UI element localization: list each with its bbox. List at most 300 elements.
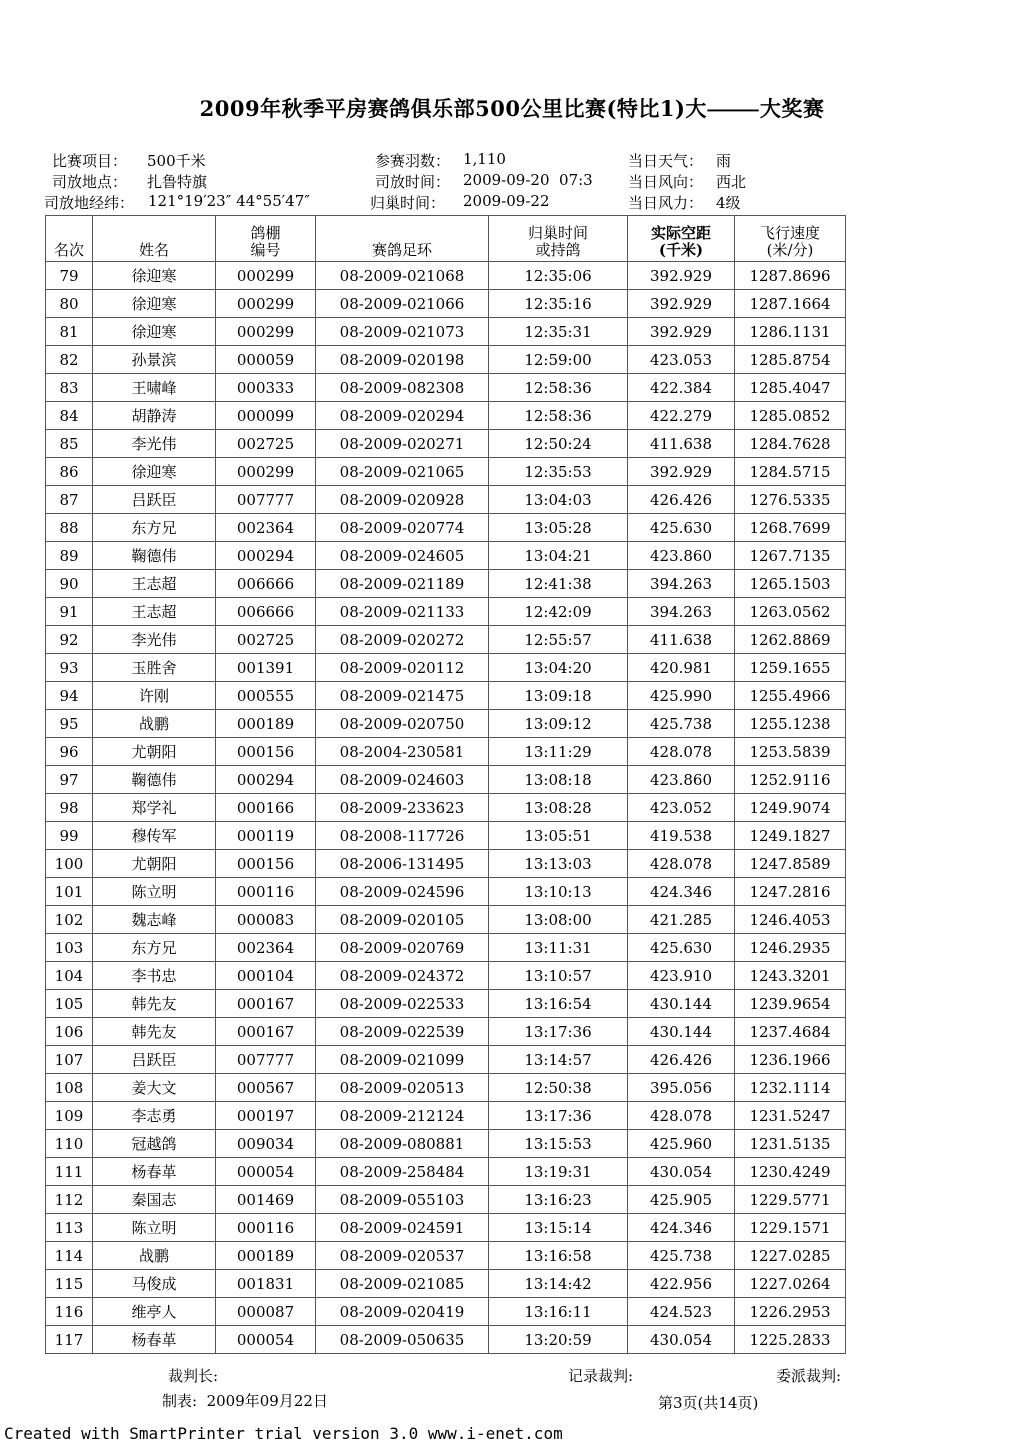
speed-cell: 1265.1503 [735,570,846,598]
rank-cell: 83 [46,374,93,402]
return-time-cell: 13:17:36 [489,1102,628,1130]
loft-cell: 000299 [216,262,316,290]
ring-cell: 08-2009-021068 [316,262,489,290]
name-cell: 徐迎寒 [93,262,216,290]
speed-cell: 1287.1664 [735,290,846,318]
chief-judge-label: 裁判长: [168,1367,219,1385]
speed-cell: 1255.1238 [735,710,846,738]
table-row [46,1326,846,1354]
return-time-cell: 13:04:03 [489,486,628,514]
weather-label: 当日天气： [628,152,704,170]
speed-cell: 1262.8869 [735,626,846,654]
table-row [46,1074,846,1102]
loft-cell: 007777 [216,486,316,514]
distance-cell: 428.078 [628,1102,735,1130]
speed-cell: 1227.0264 [735,1270,846,1298]
rank-cell: 111 [46,1158,93,1186]
return-time-cell: 13:05:51 [489,822,628,850]
return-time-cell: 13:15:14 [489,1214,628,1242]
table-row [46,1242,846,1270]
distance-cell: 392.929 [628,458,735,486]
speed-cell: 1247.2816 [735,878,846,906]
speed-cell: 1285.4047 [735,374,846,402]
speed-cell: 1231.5135 [735,1130,846,1158]
return-time-cell: 13:09:12 [489,710,628,738]
rank-cell: 90 [46,570,93,598]
loft-cell: 001831 [216,1270,316,1298]
distance-cell: 422.956 [628,1270,735,1298]
table-row [46,402,846,430]
name-cell: 魏志峰 [93,906,216,934]
return-time-cell: 13:14:57 [489,1046,628,1074]
ring-cell: 08-2009-021066 [316,290,489,318]
rank-cell: 89 [46,542,93,570]
table-row [46,570,846,598]
name-cell: 马俊成 [93,1270,216,1298]
table-row [46,430,846,458]
return-time-cell: 12:58:36 [489,402,628,430]
rank-cell: 116 [46,1298,93,1326]
ring-cell: 08-2008-117726 [316,822,489,850]
rank-cell: 100 [46,850,93,878]
ring-cell: 08-2009-021099 [316,1046,489,1074]
speed-cell: 1226.2953 [735,1298,846,1326]
table-row [46,1102,846,1130]
rank-cell: 85 [46,430,93,458]
speed-cell: 1253.5839 [735,738,846,766]
rank-cell: 103 [46,934,93,962]
release-time-value: 2009-09-20 07:3 [463,171,593,189]
table-row [46,318,846,346]
speed-cell: 1284.7628 [735,430,846,458]
rank-cell: 81 [46,318,93,346]
loft-cell: 001469 [216,1186,316,1214]
name-cell: 许刚 [93,682,216,710]
distance-cell: 428.078 [628,850,735,878]
loft-cell: 006666 [216,598,316,626]
ring-cell: 08-2009-020537 [316,1242,489,1270]
ring-cell: 08-2009-020105 [316,906,489,934]
rank-cell: 104 [46,962,93,990]
loft-cell: 000167 [216,990,316,1018]
ring-cell: 08-2009-021189 [316,570,489,598]
name-cell: 王啸峰 [93,374,216,402]
speed-cell: 1285.8754 [735,346,846,374]
ring-cell: 08-2009-020294 [316,402,489,430]
ring-cell: 08-2009-024603 [316,766,489,794]
return-time-cell: 13:14:42 [489,1270,628,1298]
ring-cell: 08-2009-024591 [316,1214,489,1242]
return-time-cell: 13:16:54 [489,990,628,1018]
rank-cell: 113 [46,1214,93,1242]
name-cell: 韩先友 [93,1018,216,1046]
rank-cell: 92 [46,626,93,654]
rank-cell: 101 [46,878,93,906]
loft-cell: 000156 [216,738,316,766]
return-time-cell: 13:10:13 [489,878,628,906]
return-time-cell: 13:08:18 [489,766,628,794]
return-time-cell: 12:55:57 [489,626,628,654]
table-row [46,934,846,962]
name-cell: 陈立明 [93,878,216,906]
rank-cell: 86 [46,458,93,486]
name-cell: 李书忠 [93,962,216,990]
rank-cell: 87 [46,486,93,514]
table-row [46,1214,846,1242]
loft-cell: 000555 [216,682,316,710]
speed-cell: 1287.8696 [735,262,846,290]
loft-cell: 000116 [216,1214,316,1242]
loft-cell: 000299 [216,290,316,318]
name-cell: 秦国志 [93,1186,216,1214]
table-row [46,794,846,822]
distance-cell: 425.990 [628,682,735,710]
distance-cell: 423.860 [628,766,735,794]
ring-cell: 08-2009-020928 [316,486,489,514]
loft-cell: 000054 [216,1326,316,1354]
loft-cell: 009034 [216,1130,316,1158]
rank-cell: 117 [46,1326,93,1354]
header-loft: 鸽棚 编号 [216,216,316,262]
return-time-cell: 13:05:28 [489,514,628,542]
table-row [46,1046,846,1074]
speed-cell: 1263.0562 [735,598,846,626]
loft-cell: 000197 [216,1102,316,1130]
return-time-cell: 12:50:24 [489,430,628,458]
speed-cell: 1229.1571 [735,1214,846,1242]
speed-cell: 1249.9074 [735,794,846,822]
table-row [46,906,846,934]
ring-cell: 08-2009-020272 [316,626,489,654]
ring-cell: 08-2009-020112 [316,654,489,682]
return-time-cell: 13:08:28 [489,794,628,822]
table-row [46,486,846,514]
release-place-value: 扎鲁特旗 [147,173,208,191]
rank-cell: 109 [46,1102,93,1130]
page-number: 第3页(共14页) [658,1394,759,1412]
rank-cell: 82 [46,346,93,374]
table-row [46,822,846,850]
rank-cell: 107 [46,1046,93,1074]
ring-cell: 08-2009-020750 [316,710,489,738]
header-return-time: 归巢时间 或持鸽 [489,216,628,262]
return-time-cell: 13:11:31 [489,934,628,962]
table-row [46,542,846,570]
table-row [46,710,846,738]
distance-cell: 395.056 [628,1074,735,1102]
distance-cell: 422.279 [628,402,735,430]
name-cell: 胡静涛 [93,402,216,430]
name-cell: 李志勇 [93,1102,216,1130]
table-row [46,346,846,374]
rank-cell: 79 [46,262,93,290]
distance-cell: 423.860 [628,542,735,570]
loft-cell: 007777 [216,1046,316,1074]
speed-cell: 1232.1114 [735,1074,846,1102]
wind-direction-value: 西北 [716,173,747,191]
race-item-value: 500千米 [147,152,206,170]
rank-cell: 84 [46,402,93,430]
return-time-cell: 12:58:36 [489,374,628,402]
speed-cell: 1239.9654 [735,990,846,1018]
wind-force-label: 当日风力： [628,194,704,212]
ring-cell: 08-2009-050635 [316,1326,489,1354]
loft-cell: 000299 [216,318,316,346]
table-row [46,766,846,794]
distance-cell: 411.638 [628,626,735,654]
table-row [46,1298,846,1326]
loft-cell: 000087 [216,1298,316,1326]
header-rank: 名次 [46,216,93,262]
ring-cell: 08-2009-022539 [316,1018,489,1046]
header-speed: 飞行速度 (米/分) [735,216,846,262]
ring-cell: 08-2009-020271 [316,430,489,458]
ring-cell: 08-2009-021085 [316,1270,489,1298]
name-cell: 杨春革 [93,1158,216,1186]
loft-cell: 000156 [216,850,316,878]
distance-cell: 430.054 [628,1158,735,1186]
name-cell: 李光伟 [93,626,216,654]
return-time-cell: 13:15:53 [489,1130,628,1158]
ring-cell: 08-2009-021065 [316,458,489,486]
name-cell: 鞠德伟 [93,766,216,794]
ring-cell: 08-2009-082308 [316,374,489,402]
rank-cell: 108 [46,1074,93,1102]
ring-cell: 08-2009-258484 [316,1158,489,1186]
name-cell: 姜大文 [93,1074,216,1102]
page-title: 2009年秋季平房赛鸽俱乐部500公里比赛(特比1)大⸻大奖赛 [199,96,825,121]
return-time-value: 2009-09-22 [463,192,550,210]
distance-cell: 419.538 [628,822,735,850]
table-row [46,514,846,542]
name-cell: 王志超 [93,598,216,626]
return-time-cell: 12:41:38 [489,570,628,598]
distance-cell: 426.426 [628,486,735,514]
rank-cell: 99 [46,822,93,850]
speed-cell: 1259.1655 [735,654,846,682]
loft-cell: 002364 [216,934,316,962]
name-cell: 战鹏 [93,710,216,738]
table-row [46,1186,846,1214]
distance-cell: 425.738 [628,710,735,738]
speed-cell: 1286.1131 [735,318,846,346]
rank-cell: 80 [46,290,93,318]
ring-cell: 08-2009-233623 [316,794,489,822]
loft-cell: 000167 [216,1018,316,1046]
distance-cell: 425.630 [628,934,735,962]
name-cell: 徐迎寒 [93,458,216,486]
return-time-cell: 13:19:31 [489,1158,628,1186]
name-cell: 冠越鸽 [93,1130,216,1158]
return-time-cell: 13:04:21 [489,542,628,570]
return-time-cell: 13:04:20 [489,654,628,682]
rank-cell: 106 [46,1018,93,1046]
distance-cell: 430.054 [628,1326,735,1354]
return-time-cell: 12:42:09 [489,598,628,626]
name-cell: 王志超 [93,570,216,598]
table-row [46,962,846,990]
name-cell: 郑学礼 [93,794,216,822]
return-time-cell: 12:50:38 [489,1074,628,1102]
header-ring: 赛鸽足环 [316,216,489,262]
loft-cell: 000567 [216,1074,316,1102]
weather-value: 雨 [716,152,732,170]
distance-cell: 430.144 [628,1018,735,1046]
table-row [46,654,846,682]
name-cell: 韩先友 [93,990,216,1018]
return-time-cell: 13:09:18 [489,682,628,710]
name-cell: 徐迎寒 [93,318,216,346]
ring-cell: 08-2009-022533 [316,990,489,1018]
name-cell: 李光伟 [93,430,216,458]
distance-cell: 411.638 [628,430,735,458]
distance-cell: 420.981 [628,654,735,682]
loft-cell: 000189 [216,710,316,738]
release-coords-value: 121°19′23″ 44°55′47″ [148,192,310,210]
name-cell: 维亭人 [93,1298,216,1326]
header-name: 姓名 [93,216,216,262]
ring-cell: 08-2009-021073 [316,318,489,346]
header-distance: 实际空距 (千米) [628,216,735,262]
return-time-cell: 13:11:29 [489,738,628,766]
ring-cell: 08-2009-024372 [316,962,489,990]
loft-cell: 000294 [216,542,316,570]
speed-cell: 1237.4684 [735,1018,846,1046]
name-cell: 东方兄 [93,934,216,962]
speed-cell: 1249.1827 [735,822,846,850]
rank-cell: 95 [46,710,93,738]
speed-cell: 1246.4053 [735,906,846,934]
name-cell: 吕跃臣 [93,1046,216,1074]
distance-cell: 421.285 [628,906,735,934]
rank-cell: 91 [46,598,93,626]
speed-cell: 1267.7135 [735,542,846,570]
rank-cell: 98 [46,794,93,822]
table-row [46,1158,846,1186]
loft-cell: 000104 [216,962,316,990]
loft-cell: 002364 [216,514,316,542]
ring-cell: 08-2009-020513 [316,1074,489,1102]
loft-cell: 002725 [216,626,316,654]
table-row [46,878,846,906]
distance-cell: 423.052 [628,794,735,822]
rank-cell: 112 [46,1186,93,1214]
rank-cell: 94 [46,682,93,710]
speed-cell: 1255.4966 [735,682,846,710]
speed-cell: 1246.2935 [735,934,846,962]
distance-cell: 425.738 [628,1242,735,1270]
ring-cell: 08-2009-020419 [316,1298,489,1326]
return-time-cell: 13:10:57 [489,962,628,990]
loft-cell: 000294 [216,766,316,794]
table-row [46,682,846,710]
speed-cell: 1229.5771 [735,1186,846,1214]
loft-cell: 002725 [216,430,316,458]
distance-cell: 424.346 [628,1214,735,1242]
rank-cell: 93 [46,654,93,682]
distance-cell: 423.053 [628,346,735,374]
speed-cell: 1231.5247 [735,1102,846,1130]
ring-cell: 08-2004-230581 [316,738,489,766]
table-row [46,626,846,654]
name-cell: 孙景滨 [93,346,216,374]
distance-cell: 424.523 [628,1298,735,1326]
table-body [46,262,846,1354]
table-row [46,990,846,1018]
race-item-label: 比赛项目： [52,152,128,170]
table-row [46,1130,846,1158]
rank-cell: 105 [46,990,93,1018]
distance-cell: 424.346 [628,878,735,906]
release-coords-label: 司放地经纬： [44,194,135,212]
name-cell: 鞠德伟 [93,542,216,570]
ring-cell: 08-2009-020769 [316,934,489,962]
table-row [46,374,846,402]
assigned-judge-label: 委派裁判: [776,1367,842,1385]
ring-cell: 08-2009-021475 [316,682,489,710]
return-time-cell: 12:35:16 [489,290,628,318]
name-cell: 吕跃臣 [93,486,216,514]
release-time-label: 司放时间： [375,173,451,191]
table-row [46,598,846,626]
speed-cell: 1268.7699 [735,514,846,542]
speed-cell: 1227.0285 [735,1242,846,1270]
table-row [46,290,846,318]
loft-cell: 006666 [216,570,316,598]
rank-cell: 97 [46,766,93,794]
rank-cell: 115 [46,1270,93,1298]
return-time-cell: 13:13:03 [489,850,628,878]
distance-cell: 423.910 [628,962,735,990]
distance-cell: 394.263 [628,598,735,626]
loft-cell: 001391 [216,654,316,682]
rank-cell: 96 [46,738,93,766]
distance-cell: 425.905 [628,1186,735,1214]
ring-cell: 08-2006-131495 [316,850,489,878]
return-time-cell: 13:16:11 [489,1298,628,1326]
wind-force-value: 4级 [716,194,741,212]
ring-cell: 08-2009-021133 [316,598,489,626]
speed-cell: 1236.1966 [735,1046,846,1074]
table-row [46,1270,846,1298]
distance-cell: 425.960 [628,1130,735,1158]
ring-cell: 08-2009-212124 [316,1102,489,1130]
loft-cell: 000059 [216,346,316,374]
distance-cell: 425.630 [628,514,735,542]
name-cell: 尤朝阳 [93,738,216,766]
speed-cell: 1243.3201 [735,962,846,990]
distance-cell: 392.929 [628,290,735,318]
loft-cell: 000054 [216,1158,316,1186]
distance-cell: 392.929 [628,262,735,290]
table-row [46,262,846,290]
ring-cell: 08-2009-020774 [316,514,489,542]
name-cell: 玉胜舍 [93,654,216,682]
return-time-label: 归巢时间： [370,194,446,212]
return-time-cell: 12:59:00 [489,346,628,374]
distance-cell: 426.426 [628,1046,735,1074]
name-cell: 徐迎寒 [93,290,216,318]
name-cell: 战鹏 [93,1242,216,1270]
name-cell: 杨春革 [93,1326,216,1354]
return-time-cell: 13:16:23 [489,1186,628,1214]
results-table [45,215,846,1354]
name-cell: 尤朝阳 [93,850,216,878]
distance-cell: 394.263 [628,570,735,598]
speed-cell: 1247.8589 [735,850,846,878]
entries-value: 1,110 [463,150,506,168]
distance-cell: 422.384 [628,374,735,402]
